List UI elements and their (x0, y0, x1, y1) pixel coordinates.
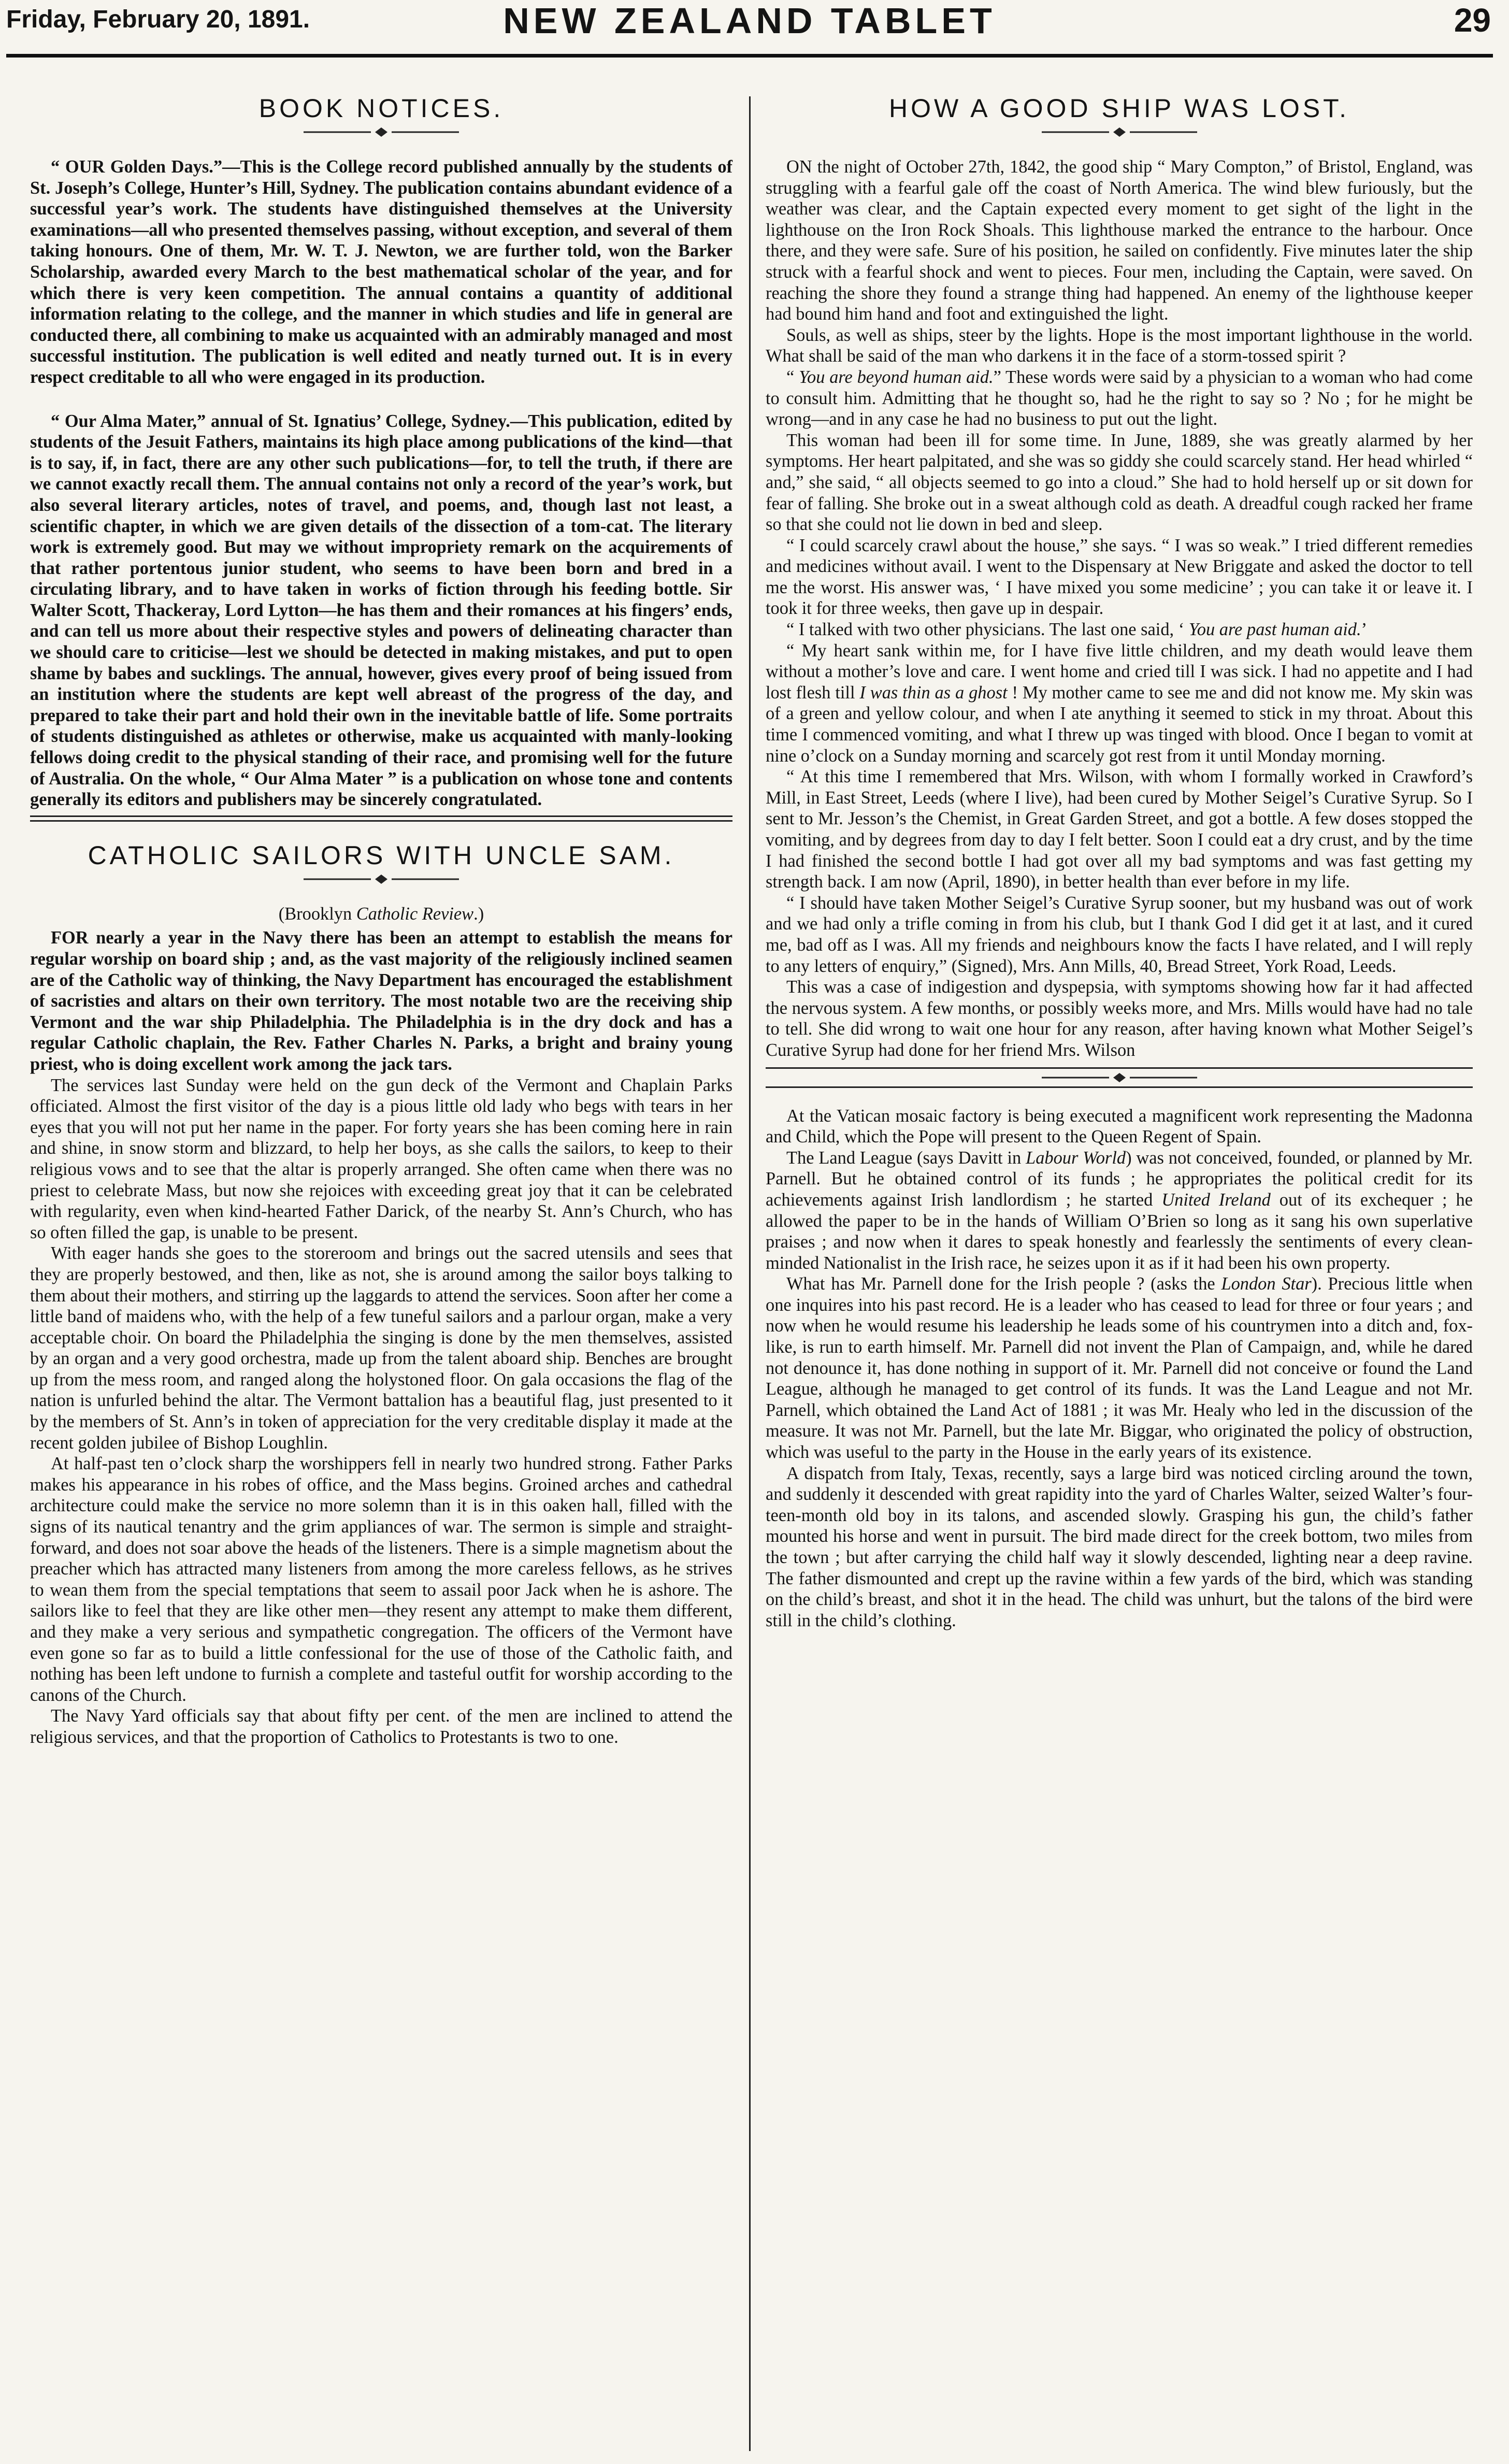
section-rule (766, 1067, 1473, 1088)
book-notices-heading: BOOK NOTICES. (258, 94, 504, 123)
good-ship-paragraph: This woman had been ill for some time. In June, 1889, she was greatly alarmed by her symptoms. Her heart palpitated, and she was so giddy she could scarcely stand. Her head whirled “ and,” she said, “ all objects seemed to go into a cloud.” She had to hold herself up or sit down for fear of falling. She broke out in a sweat although cold as death. A dreadful cough racked her frame so that she could not lie down in bed and sleep. (766, 430, 1473, 535)
news-paragraph: The Land League (says Davitt in Labour World) was not conceived, founded, or planned by Mr. Parnell. But he obtained control of its funds ; he appropriates the political credit for its achievements against Irish landlordism ; he started United Ireland out of its exchequer ; he allowed the paper to be in the hands of William O’Brien so long as it sang his own superlative praises ; and now when it dares to speak honestly and fearlessly the sentiments of every clean-minded Nationalist in the Irish race, he seizes upon it as if it had been his own property. (766, 1148, 1473, 1273)
sailors-paragraph: At half-past ten o’clock sharp the worshippers fell in nearly two hundred strong. Father Parks makes his appearance in his robes of office, and the Mass begins. Groined arches and cathedral architecture could make the service no more solemn than it is in this oaken hall, filled with the signs of its nautical tenantry and the grim appliances of war. The sermon is simple and straight-forward, and does not soar above the heads of the listeners. There is a simple magnetism about the preacher which has attracted many listeners from among the more careless fellows, as he strives to wean them from the special temptations that seem to assail poor Jack when he is ashore. The sailors like to feel that they are like other men—they resent any attempt to make them different, and they make a very serious and sympathetic congregation. The officers of the Vermont have even gone so far as to build a little confessional for the use of those of the Catholic faith, and nothing has been left undone to furnish a complete and tasteful outfit for worship according to the canons of the Church. (30, 1454, 732, 1705)
good-ship-paragraph: ON the night of October 27th, 1842, the good ship “ Mary Compton,” of Bristol, England, was struggling with a fearful gale off the coast of North America. The wind blew furiously, but the weather was clear, and the Captain expected every moment to get sight of the light in the lighthouse on the Iron Rock Shoals. This lighthouse marked the entrance to the harbour. Once there, and they were safe. Sure of his position, he sailed on confidently. Five minutes later the ship struck with a fearful shock and went to pieces. Four men, including the Captain, were saved. On reaching the shore they found a strange thing had happened. An enemy of the lighthouse keeper had bound him hand and foot and extinguished the light. (766, 157, 1473, 324)
issue-date: Friday, February 20, 1891. (6, 6, 310, 33)
newspaper-title: NEW ZEALAND TABLET (503, 1, 996, 41)
sailors-paragraph: The services last Sunday were held on the gun deck of the Vermont and Chaplain Parks officiated. Almost the first visitor of the day is a pious little old lady who begs with tears in her eyes that you will not put her name in the paper. For forty years she has been coming here in rain and shine, in snow storm and blizzard, to help her boys, as she calls the sailors, to keep to their religious vows and to see that the altar is properly arranged. She often came when there was no priest to celebrate Mass, but now she rejoices with exceeding great joy that it can be celebrated with regularity, even when kind-hearted Father Darick, of the nearby St. Ann’s Church, who has so often filled the gap, is unable to be present. (30, 1075, 732, 1242)
book-notice-golden-days: “ OUR Golden Days.”—This is the College record published annually by the students of St. Joseph’s College, Hunter’s Hill, Sydney. The publication contains abundant evidence of a successful year’s work. The students have distinguished themselves at the University examinations—all who presented themselves passing, without exception, and several of them taking honours. One of them, Mr. W. T. J. Newton, we are further told, won the Barker Scholarship, awarded every March to the best mathematical scholar of the year, and for which there is very keen competition. The annual contains a quantity of additional information relating to the college, and the manner in which studies and life in general are conducted there, all combining to make us acquainted with an admirably managed and most successful institution. The publication is well edited and neatly turned out. It is in every respect creditable to all who were engaged in its production. (30, 157, 733, 387)
left-column (30, 93, 732, 2435)
ornament-divider (1042, 126, 1197, 138)
ornament-divider (1042, 1072, 1197, 1083)
sailors-source: (Brooklyn Catholic Review.) (278, 904, 484, 924)
sailors-paragraph: With eager hands she goes to the storeroom and brings out the sacred utensils and sees that they are properly bestowed, and then, like as not, she is around among the sailor boys talking to them about their mothers, and stirring up the laggards to attend the services. Soon after her come a little band of maidens who, with the help of a few tuneful sailors and a parlour organ, make a very acceptable choir. On board the Philadelphia the singing is done by the men themselves, assisted by an organ and a very good orchestra, made up from the talent aboard ship. Benches are brought up from the mess room, and ranged along the holystoned floor. On gala occasions the flag of the nation is unfurled behind the altar. The Vermont battalion has a beautiful flag, just presented to it by the members of St. Ann’s in token of appreciation for the very creditable display it made at the recent golden jubilee of Bishop Loughlin. (30, 1243, 732, 1453)
page-number: 29 (1454, 2, 1491, 39)
column-divider (749, 96, 751, 2451)
news-paragraph: What has Mr. Parnell done for the Irish people ? (asks the London Star). Precious little when one inquires into his past record. He is a leader who has ceased to lead for three or four years ; and now when he would resume his leadership he leads some of his countrymen into a ditch and, fox-like, is run to earth himself. Mr. Parnell did not invent the Plan of Campaign, and, while he dared not denounce it, has done nothing in support of it. Mr. Parnell did not conceive or found the Land League, although he managed to get control of its funds. It was the Land League and not Mr. Parnell, which obtained the Land Act of 1881 ; it was Mr. Healy who led in the discussion of the measure. It was not Mr. Parnell, but the late Mr. Biggar, who originated the policy of obstruction, which was useful to the party in the House in the early years of its existence. (766, 1274, 1473, 1463)
right-column (766, 93, 1473, 2435)
good-ship-paragraph: “ I could scarcely crawl about the house,” she says. “ I was so weak.” I tried different remedies and medicines without avail. I went to the Dispensary at New Briggate and asked the doctor to tell me the worst. His answer was, ‘ I have mixed you some medicine’ ; you can take it or leave it. I took it for three weeks, then gave up in despair. (766, 535, 1473, 619)
good-ship-paragraph: “ At this time I remembered that Mrs. Wilson, with whom I formally worked in Crawford’s Mill, in East Street, Leeds (where I live), had been cured by Mother Seigel’s Curative Syrup. So I sent to Mr. Jesson’s the Chemist, in Great Garden Street, and got a bottle. A few doses stopped the vomiting, and by degrees from day to day I felt better. Soon I could eat a dry crust, and by the time I had finished the second bottle I had got over all my bad symptoms and was fast getting my strength back. I am now (April, 1890), in better health than ever before in my life. (766, 767, 1473, 892)
good-ship-paragraph: “ You are beyond human aid.” These words were said by a physician to a woman who had come to consult him. Admitting that he thought so, had he the right to say so ? No ; for he might be wrong—and in any case he had no business to put out the light. (766, 367, 1473, 429)
good-ship-paragraph: This was a case of indigestion and dyspepsia, with symptoms showing how far it had affected the nervous system. A few months, or possibly weeks more, and Mrs. Mills would have had no tale to tell. She did wrong to wait one hour for any reason, after having known what Mother Seigel’s Curative Syrup had done for her friend Mrs. Wilson (766, 977, 1473, 1060)
good-ship-paragraph: Souls, as well as ships, steer by the lights. Hope is the most important lighthouse in the world. What shall be said of the man who darkens it in the face of a storm-tossed spirit ? (766, 325, 1473, 366)
good-ship-paragraph: “ My heart sank within me, for I have five little children, and my death would leave them without a mother’s love and care. I went home and cried till I was sick. I had no appetite and I had lost flesh till I was thin as a ghost ! My mother came to see me and did not know me. My skin was of a green and yellow colour, and when I ate anything it seemed to stick in my throat. About this time I commenced vomiting, and what I threw up was tinged with blood. Once I began to vomit at nine o’clock on a Sunday morning and scarcely got rest from it until Monday morning. (766, 640, 1473, 766)
section-double-rule (30, 815, 732, 822)
news-paragraph: At the Vatican mosaic factory is being executed a magnificent work representing the Madonna and Child, which the Pope will present to the Queen Regent of Spain. (766, 1106, 1473, 1147)
sailors-paragraph: FOR nearly a year in the Navy there has been an attempt to establish the means for regular worship on board ship ; and, as the vast majority of the religiously inclined seamen are of the Catholic way of thinking, the Navy Department has encouraged the establishment of sacristies and altars on their own territory. The most notable two are the receiving ship Vermont and the war ship Philadelphia. The Philadelphia is in the dry dock and has a regular Catholic chaplain, the Rev. Father Charles N. Parks, a bright and brainy young priest, who is doing excellent work among the jack tars. (30, 928, 732, 1074)
masthead (6, 0, 1493, 54)
good-ship-heading: HOW A GOOD SHIP WAS LOST. (888, 94, 1350, 123)
ornament-divider (304, 873, 459, 885)
book-notice-alma-mater: “ Our Alma Mater,” annual of St. Ignatius’ College, Sydney.—This publication, edited by students of the Jesuit Fathers, maintains its high place among publications of the kind—that is to say, if, in fact, there are any other such publications—for, to tell the truth, if there are we cannot exactly recall them. The annual contains not only a record of the year’s work, but also several literary articles, notes of travel, and poems, and, though last not least, a scientific chapter, in which we are given details of the dissection of a tom-cat. The literary work is extremely good. But may we without impropriety remark on the acquirements of that rather portentous junior student, who seems to have been born and bred in a circulating library, and to have taken in works of fiction through his feeding bottle. Sir Walter Scott, Thackeray, Lord Lytton—he has them and their romances at his fingers’ ends, and can tell us more about their respective styles and powers of delineating character than we should care to criticise—lest we should be detected in making mistakes, and put to open shame by babes and sucklings. The annual, however, gives every proof of being issued from an institution where the students are kept well abreast of the progress of the day, and prepared to take their part and hold their own in the inevitable battle of life. Some portraits of students distinguished as athletes or otherwise, make us acquainted with manly-looking fellows doing credit to the physical standing of their race, and promising well for the future of Australia. On the whole, “ Our Alma Mater ” is a publication on whose tone and contents generally its editors and publishers may be sincerely congratulated. (30, 411, 732, 810)
news-paragraph: A dispatch from Italy, Texas, recently, says a large bird was noticed circling around the town, and suddenly it descended with great rapidity into the yard of Charles Walter, seized Walter’s four-teen-month old boy in its talons, and ascended slowly. Grasping his gun, the child’s father mounted his horse and went in pursuit. The bird made direct for the creek bottom, two miles from the town ; but after carrying the child half way it slowly descended, lighting near a deep ravine. The father dismounted and crept up the ravine within a few yards of the bird, which was standing on the child’s breast, and shot it in the head. The child was unhurt, but the talons of the bird were still in the child’s clothing. (766, 1463, 1473, 1630)
sailors-paragraph: The Navy Yard officials say that about fifty per cent. of the men are inclined to attend the religious services, and that the proportion of Catholics to Protestants is two to one. (30, 1706, 732, 1747)
good-ship-paragraph: “ I talked with two other physicians. The last one said, ‘ You are past human aid.’ (786, 620, 1368, 640)
ornament-divider (304, 126, 459, 138)
good-ship-paragraph: “ I should have taken Mother Seigel’s Curative Syrup sooner, but my husband was out of work and we had only a trifle coming in from his club, but I thank God I did get it at last, and it cured me, bad off as I was. All my friends and neighbours know the facts I have related, and I will reply to any letters of enquiry,” (Signed), Mrs. Ann Mills, 40, Bread Street, York Road, Leeds. (766, 893, 1473, 976)
masthead-rule (6, 54, 1493, 58)
sailors-heading: CATHOLIC SAILORS WITH UNCLE SAM. (88, 840, 675, 870)
